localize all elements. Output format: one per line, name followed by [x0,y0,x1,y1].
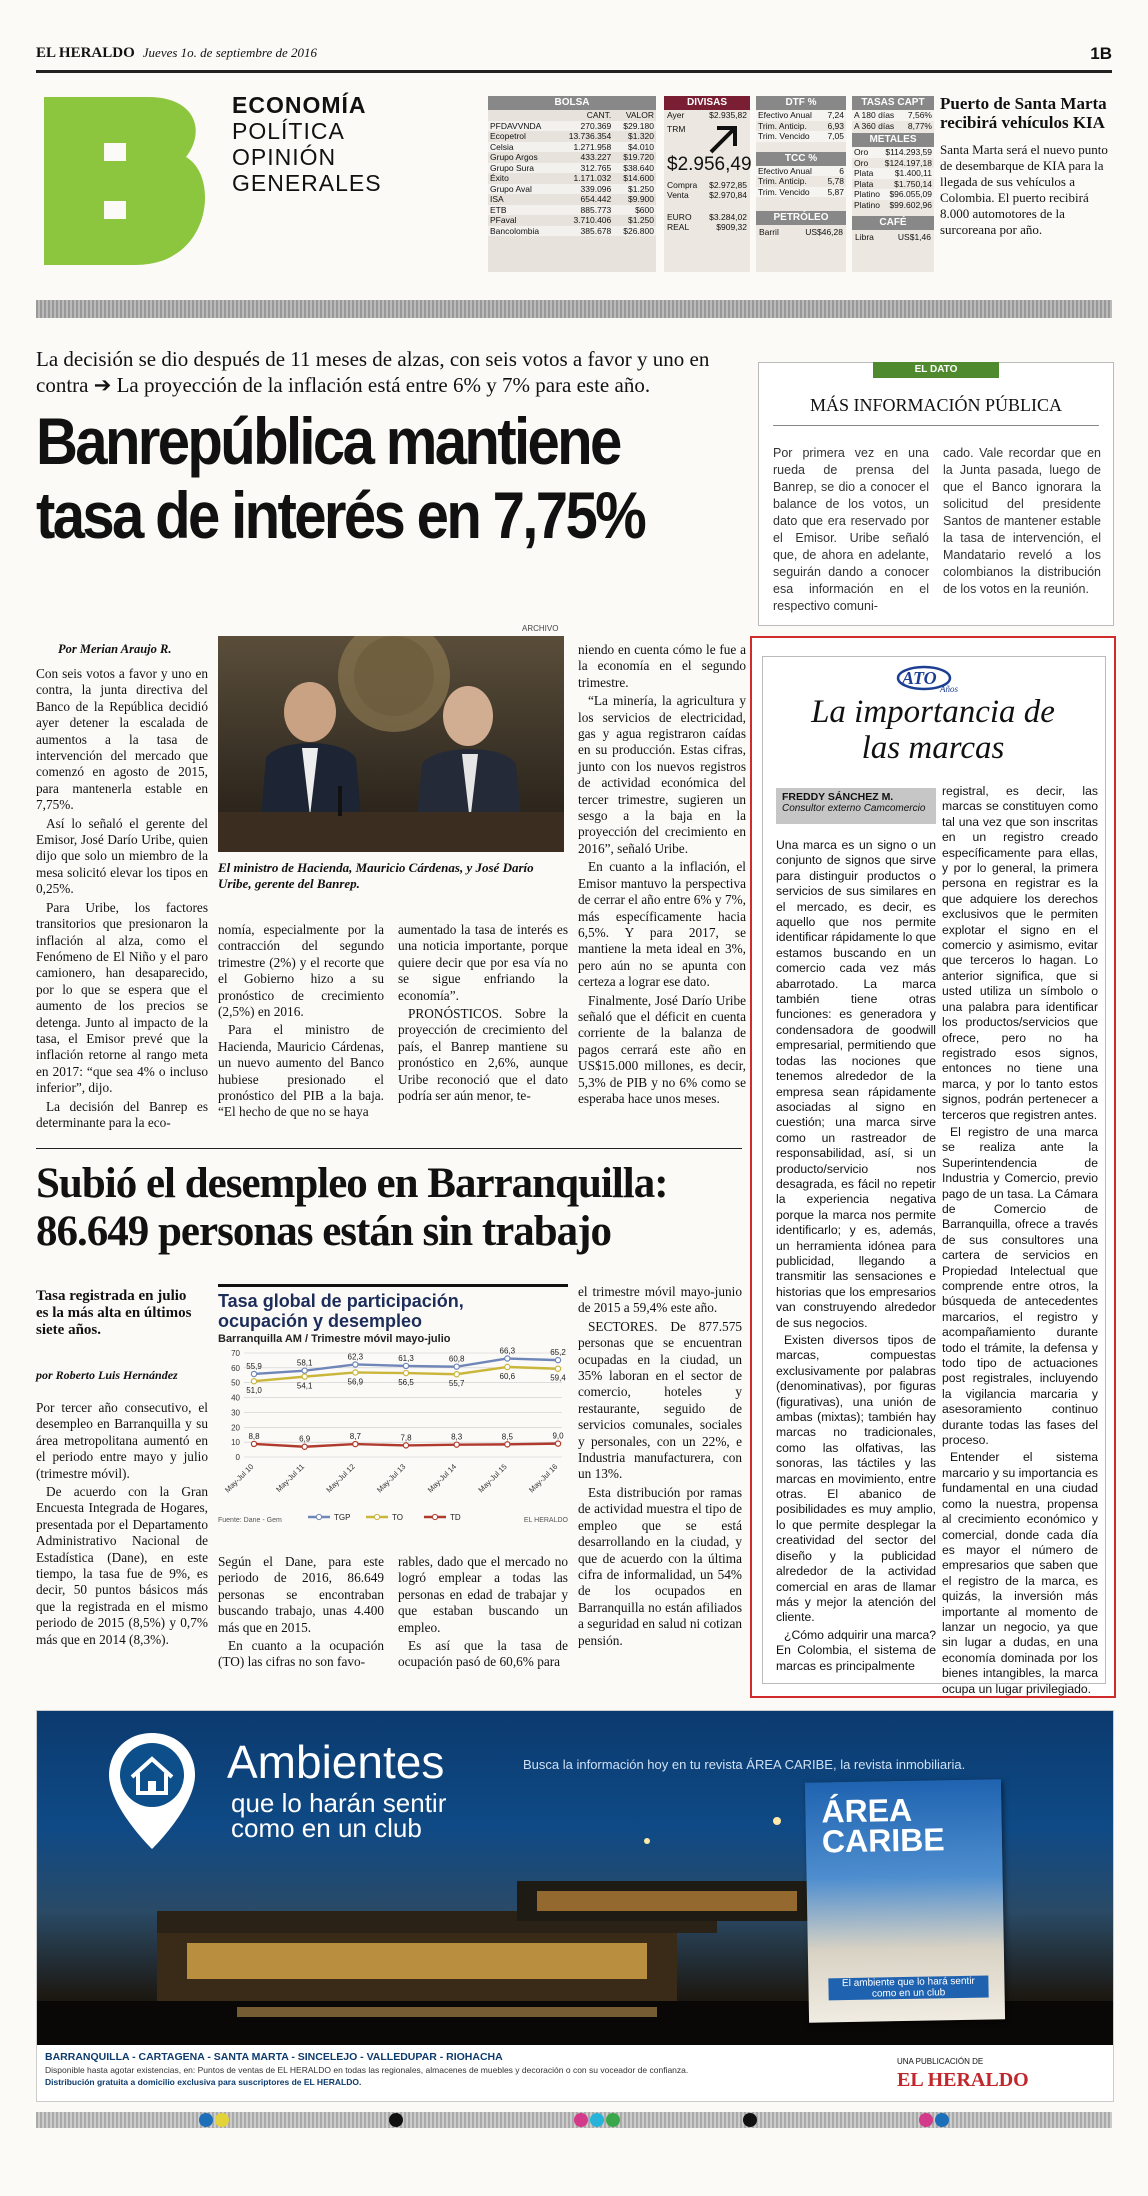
paragraph: De acuerdo con la Gran Encuesta Integrada de Hogares, presentada por el Departamento Administrativo Nacional de Estadística (Dane), en este tiempo, la tasa fue de 9%, es decir, 50 puntos básicos más que la registrada en el mismo periodo de 2015 (8,5%) y 0,7% más que en 2014 (8,3%). [36,1484,208,1647]
paper-name: EL HERALDO [36,45,135,61]
data-label: 8,7 [349,1432,361,1442]
paragraph: niendo en cuenta cómo le fue a la economía en el segundo trimestre. [578,642,746,690]
data-label: 55,9 [246,1361,262,1371]
lead-col-2 [218,922,384,1123]
metales-cell: $114.293,59 [885,147,932,157]
metales-cell: $99.602,96 [889,199,932,210]
desempleo-top-rule [36,1148,742,1149]
bolsa-cell: $9.900 [628,194,654,204]
lead-byline: Por Merian Araujo R. [58,642,172,656]
data-label: 8,5 [501,1432,513,1442]
y-tick-label: 70 [231,1349,240,1358]
metales-cell: Platino [854,189,880,199]
bolsa-cell: $29.180 [623,120,654,131]
ad-cities: BARRANQUILLA - CARTAGENA - SANTA MARTA - SINCELEJO - VALLEDUPAR - RIOHACHA [45,2051,503,2063]
x-tick-label: May-Jul 10 [223,1462,256,1495]
page-number: 1B [1090,44,1112,63]
data-label: 56,9 [347,1377,364,1387]
data-point [403,1443,408,1448]
kia-brief [940,94,1112,238]
data-point [353,1370,358,1375]
arrow-up-right-icon [707,124,741,154]
marcas-box [750,636,1116,1698]
data-label: 62,3 [347,1352,364,1362]
tasas-cell: A 180 días [854,110,895,120]
data-point [251,1371,256,1376]
paragraph: Para el ministro de Hacienda, Mauricio Cárdenas, un nuevo aumento del Banco hubiese presionado el pronóstico del PIB a la baja. “El hecho de que no se haya [218,1022,384,1120]
cafe-title: CAFÉ [852,216,934,230]
divisas-ayer-label: Ayer [667,110,685,120]
bolsa-row [488,173,656,184]
desempleo-col-2 [218,1554,384,1673]
data-label: 7,8 [400,1433,412,1443]
data-label: 54,1 [296,1381,313,1391]
bolsa-cell: PFaval [490,215,517,225]
lead-headline[interactable]: Banrepública mantiene tasa de interés en 7,75% [36,404,645,552]
kia-headline[interactable]: Puerto de Santa Marta recibirá vehículos KIA [940,94,1107,132]
dtf-rows [756,110,846,142]
paragraph: rables, dado que el mercado no logró emplear a todas las personas en edad de trabajar y que estaban buscando un empleo. [398,1554,568,1635]
tasas-cell: A 360 días [854,120,895,131]
paragraph: Según el Dane, para este periodo de 2016, 86.649 personas se encontraban buscando trabajo, unas 4.400 más que en 2015. [218,1554,384,1635]
bolsa-cell: 270.369 [580,120,612,131]
paragraph: La decisión del Banrep es determinante para la eco- [36,1098,208,1130]
legend-marker [316,1514,321,1519]
paragraph: PRONÓSTICOS. Sobre la proyección de crecimiento del país, el Banrep mantiene su pronóstico en 2,6%, aunque Uribe reconoció que el dato podría ser aún menor, te- [398,1006,568,1104]
y-tick-label: 40 [231,1393,240,1403]
marcas-col-2 [942,784,1098,1699]
data-label: 8,8 [248,1431,260,1441]
paragraph: el trimestre móvil mayo-junio de 2015 a 59,4% este año. [578,1284,742,1316]
unemployment-chart [218,1284,568,1531]
ad-publisher-label: UNA PUBLICACIÓN DE [897,2057,984,2066]
desempleo-col-1 [36,1400,208,1650]
bolsa-cell: 13.736.354 [568,131,612,141]
data-label: 55,7 [448,1379,465,1389]
data-point [302,1444,307,1449]
desempleo-headline[interactable]: Subió el desempleo en Barranquilla: 86.649 personas están sin trabajo [36,1160,668,1255]
metales-rows [852,147,934,210]
paragraph: SECTORES. De 877.575 personas que se encuentran ocupadas en la ciudad, un 35% laboran en el sector de comercio, hoteles y restaurante, seguido de servicios comunales, sociales y personales, con un 22%, e Industria manufacturera, con un 13%. [578,1318,742,1482]
divisas-venta-value: $2.970,84 [709,190,747,200]
bolsa-rows [488,110,656,236]
metales-row [852,179,934,190]
data-point [555,1366,560,1371]
paragraph: Con seis votos a favor y uno en contra, la junta directiva del Banco de la República decidió ayer detener la escalada de aumentos a la tasa de intervención del mercado que comenzó en agosto de 2015, para mantenerla estable en 7,75%. [36,666,208,813]
bolsa-cell: 654.442 [580,194,612,204]
paragraph: En cuanto a la ocupación (TO) las cifras no son favo- [218,1638,384,1670]
paragraph: El registro de una marca se realiza ante la Superintendencia de Industria y Comercio, previo pago de un tasa. La Cámara de Comercio de Barranquilla, ofrece a través de sus consultores una cartera de servicios en Propiedad Intelectual que comprende entre otros, la búsqueda de antecedentes marcarios, el registro y acompañamiento durante todo el trámite, la defensa y todo tipo de actuaciones post registrales, incluyendo la vigilancia marcaria y asesoramiento continuo durante todas las fases del proceso. [942,1124,1098,1448]
tcc-row [756,166,846,177]
ad-publisher-name: EL HERALDO [897,2069,1029,2091]
paragraph: ¿Cómo adquirir una marca? En Colombia, el sistema de marcas es principalmente [776,1627,936,1673]
chart-plot [218,1347,568,1531]
bolsa-cell: Bancolombia [490,225,540,236]
tasas-cell: 8,77% [907,120,932,131]
section-letter-block [36,95,216,270]
divisas-trm-label: TRM [667,124,686,134]
dtf-row [756,131,846,142]
ad-magazine-tag: El ambiente que lo hará sentir como en un club [828,1976,988,2001]
divisas-euro-value: $3.284,02 [709,212,747,222]
data-label: 60,8 [448,1354,465,1364]
data-label: 59,4 [550,1373,566,1383]
data-point [555,1358,560,1363]
dtf-cell: Trim. Anticip. [758,120,807,131]
ambientes-ad[interactable] [36,1710,1114,2102]
data-point [555,1441,560,1446]
el-dato-col1: Por primera vez en una rueda de prensa del Banrep, se dio a conocer el balance de los votos, un dato que era reservado por el Emisor. Uribe señaló que, de ahora en adelante, seguirán dando a conocer esa información en el respectivo comuni- [773,446,929,613]
metales-row [852,168,934,179]
anniversary-logo-icon [888,662,978,694]
bolsa-cell: 433.227 [580,152,612,162]
paragraph: Entender el sistema marcario y su importancia es fundamental en una ciudad como la nuestra, propensa al crecimiento económico y comercial, donde cada día es mayor el número de empresarios que saben que el registro de la marca, es quizás, la inversión más importante al momento de lanzar un negocio, ya que sin lugar a dudas, en una economía dominada por los bienes intangibles, la marca ocupa un lugar privilegiado. [942,1450,1098,1696]
home-pin-icon [107,1731,197,1851]
lead-photo [218,636,564,852]
desempleo-col-3 [398,1554,568,1673]
legend-marker [432,1514,437,1519]
lead-col-1 [36,666,208,1133]
data-label: 65,2 [550,1348,566,1358]
ad-title: Ambientes [227,1736,445,1788]
metales-cell: Oro [854,157,869,168]
bolsa-cell: 339.096 [580,183,612,194]
data-label: 61,3 [398,1353,414,1363]
tcc-cell: 5,78 [827,176,844,186]
bolsa-row [488,226,656,237]
bolsa-row [488,142,656,153]
chart-credit: EL HERALDO [523,1517,568,1524]
bolsa-cell: Celsia [490,141,514,152]
x-tick-label: May-Jul 13 [375,1462,408,1495]
paragraph: Existen diversos tipos de marcas, compuestas exclusivamente por palabras (denominativas), por figuras (figurativas), una unión de ambas (mixtas); también hay marcas no tradicionales, como las olfativas, las sonoras, las táctiles y las marcas en movimiento, entre otras. El abanico de posibilidades es muy amplio, lo que permite desplegar la creatividad del sector del diseño y la publicidad alrededor de la actividad comercial en aras de llamar más y mejor la atención del cliente. [776,1333,936,1625]
data-point [251,1441,256,1446]
chart-source: Fuente: Dane - Gem [218,1517,282,1524]
tcc-row [756,187,846,198]
bolsa-table [488,96,656,272]
bolsa-row [488,184,656,195]
tcc-cell: Trim. Vencido [758,186,810,197]
legend-label: TO [392,1513,403,1522]
divisas-euro-label: EURO [667,212,692,222]
section-menu [232,92,382,196]
data-label: 51,0 [246,1386,262,1396]
paragraph: Para Uribe, los factores transitorios que presionaron la inflación al alza, como el Fenómeno de El Niño y el paro camionero, han desaparecido, por lo que se espera que el aumento de los precios se detenga. Junto al impacto de la tasa, el Emisor prevé que la inflación retorne al rango meta en 2017: “que sea 4% o incluso inferior”, dijo. [36,899,208,1096]
ad-note-2: Distribución gratuita a domicilio exclusiva para suscriptores de EL HERALDO. [45,2077,362,2087]
tcc-title: TCC % [756,152,846,166]
divisas-real-value: $909,32 [716,222,747,232]
section-generales[interactable]: GENERALES [232,170,382,196]
chart-subtitle: Barranquilla AM / Trimestre móvil mayo-julio [218,1333,451,1345]
ad-subtitle: que lo harán sentir como en un club [231,1788,447,1843]
tasas-row [852,110,934,121]
paragraph: Una marca es un signo o un conjunto de signos que sirve para distinguir productos o servicios de sus similares en el mercado, es decir, es aquello que nos permite identificar rápidamente lo que estamos buscando en un comercio cada vez más abarrotado. La marca también tiene otras funciones: es generadora y condensadora de goodwill empresarial, permitiendo que todas las nociones que tenemos alrededor de la empresa sean rápidamente asociadas al signo en cuestión; una marca sirve como un rastreador de responsabilidad, así, si un producto/servicio nos desagrada, es fácil no repetir la experiencia negativa porque la marca nos permite identificarlo; y es, además, un herramienta idónea para publicidad, llegando a transmitir las sensaciones e historias que los empresarios van construyendo alrededor de sus negocios. [776,838,936,1330]
petroleo-label: Barril [759,227,779,237]
y-tick-label: 20 [231,1423,240,1433]
section-economia[interactable]: ECONOMÍA [232,92,367,118]
dtf-cell: 7,05 [827,131,844,141]
metales-cell: Platino [854,199,880,210]
desempleo-kicker: Tasa registrada en julio es la más alta en últimos siete años. [36,1288,192,1338]
bolsa-cell: Grupo Argos [490,152,538,162]
marcas-title[interactable]: La importancia de las marcas [811,694,1055,766]
ad-note-1: Disponible hasta agotar existencias, en: Puntos de ventas de EL HERALDO en todas las regionales, almacenes de muebles y decoración o con su voceador de confianza. [45,2065,689,2075]
bolsa-cell: $14.600 [623,173,654,183]
data-label: 66,3 [499,1347,516,1356]
tcc-cell: 5,87 [827,186,844,197]
bolsa-row [488,163,656,174]
paragraph: En cuanto a la inflación, el Emisor mantuvo la perspectiva de cerrar el año entre 6% y 7%, más específicamente hacia 6,5%. Y para 2017, se mantiene la meta ideal en 3%, pero aún no se apunta con certeza a lograr ese dato. [578,859,746,990]
x-tick-label: May-Jul 11 [274,1462,307,1494]
photo-caption: El ministro de Hacienda, Mauricio Cárdenas, y José Darío Uribe, gerente del Banrep. [218,860,534,891]
metales-row [852,200,934,211]
data-point [454,1364,459,1369]
dtf-row [756,121,846,132]
section-opinion[interactable]: OPINIÓN [232,144,337,170]
data-label: 56,5 [398,1378,414,1388]
bolsa-row [488,121,656,132]
bolsa-row [488,205,656,216]
el-dato-title: MÁS INFORMACIÓN PÚBLICA [809,395,1063,415]
bolsa-cell: 385.678 [580,225,612,236]
tasas-rows [852,110,934,131]
bolsa-cell: $4.010 [628,141,654,152]
y-tick-label: 30 [231,1408,240,1418]
bolsa-cell: 1.171.032 [573,173,612,183]
tasas-cell: 7,56% [907,110,932,120]
photo-credit: ARCHIVO [522,624,559,633]
section-politica[interactable]: POLÍTICA [232,118,345,144]
bolsa-cell: $19.720 [623,152,654,162]
data-label: 60,6 [499,1371,516,1381]
data-point [251,1379,256,1384]
metales-cell: Plata [854,168,874,178]
divisas-ayer-value: $2.935,82 [709,110,747,120]
data-point [454,1442,459,1447]
tcc-cell: Trim. Anticip. [758,176,807,186]
paragraph: aumentado la tasa de interés es una noticia importante, porque quiere decir que por esa vía no se sigue enfriando la economía”. [398,922,568,1003]
bolsa-cell: Grupo Aval [490,183,532,194]
divisas-compra-label: Compra [667,180,698,190]
dtf-title: DTF % [756,96,846,110]
bolsa-title: BOLSA [488,96,656,110]
bolsa-cell: 1.271.958 [573,141,612,152]
svg-text:Años: Años [940,684,958,694]
lead-kicker: La decisión se dio después de 11 meses de alzas, con seis votos a favor y uno en contra ➔ La proyección de la inflación está entre 6% y 7% para este año. [36,347,710,397]
bolsa-cell: 885.773 [580,204,612,215]
bolsa-cell: 312.765 [580,162,612,173]
divider-band [36,300,1112,318]
photo-illustration [218,636,564,852]
bolsa-cell: Éxito [490,173,509,183]
marcas-author-role: Consultor externo Camcomercio [782,803,926,814]
kia-body: Santa Marta será el nuevo punto de desembarque de KIA para la llegada de sus vehículos a Colombia. El puerto recibirá 8.000 automotores de la surcoreana por año. [940,142,1108,237]
paragraph: Finalmente, José Darío Uribe señaló que el déficit en cuenta corriente de la balanza de pagos cerrará este año en US$15.000 millones, es decir, 5,3% de PIB y no 6% como se esperaba hace unos meses. [578,992,746,1106]
data-point [505,1442,510,1447]
cafe-label: Libra [855,232,874,242]
metales-row [852,189,934,200]
el-dato-tag: EL DATO [873,362,999,378]
legend-label: TGP [334,1513,351,1522]
bolsa-cell: Grupo Sura [490,162,534,173]
y-tick-label: 60 [231,1363,240,1373]
bolsa-row [488,152,656,163]
bolsa-cell: 3.710.406 [573,215,612,225]
issue-date: Jueves 1o. de septiembre de 2016 [142,45,318,60]
bolsa-cell: Ecopetrol [490,131,526,141]
bolsa-col-valor: VALOR [625,110,654,120]
bolsa-cell: $26.800 [623,225,654,236]
masthead-rule [36,70,1112,73]
divisas-compra-value: $2.972,85 [709,180,747,190]
x-tick-label: May-Jul 15 [476,1462,509,1495]
dtf-box [756,96,846,272]
bolsa-col-cant: CANT. [586,110,612,120]
registration-dots-icon [36,2110,1112,2130]
bolsa-cell: $600 [635,204,654,215]
masthead [36,44,1112,68]
tcc-cell: Efectivo Anual [758,165,812,176]
dtf-cell: Trim. Vencido [758,131,810,141]
x-tick-label: May-Jul 12 [324,1462,357,1495]
ad-magazine-name: ÁREA CARIBE [821,1791,945,1860]
tasas-row [852,121,934,132]
paragraph: Esta distribución por ramas de actividad muestra el tipo de empleo que se está desarrollando en la ciudad, y que de acuerdo con la última cifra de informalidad, un 54% de los ocupados en Barranquilla no están afiliados a seguridad en salud ni cotizan pensión. [578,1484,742,1648]
divisas-real-label: REAL [667,222,690,232]
x-tick-label: May-Jul 14 [425,1462,459,1495]
paragraph: Es así que la tasa de ocupación pasó de 60,6% para [398,1638,568,1670]
bolsa-cell: PFDAVVNDA [490,120,542,131]
y-tick-label: 50 [231,1378,240,1388]
data-point [454,1372,459,1377]
tcc-rows [756,166,846,198]
data-point [353,1362,358,1367]
bolsa-row [488,215,656,226]
data-point [505,1364,510,1369]
ad-tagline: Busca la información hoy en tu revista ÁREA CARIBE, la revista inmobiliaria. [523,1757,966,1772]
tcc-cell: 6 [839,165,844,176]
tasas-box [852,96,934,272]
y-tick-label: 0 [235,1453,240,1462]
section-b-logo [36,95,216,270]
el-dato-col2: cado. Vale recordar que en la Junta pasada, luego de que el Banco ignorara la solicitud del presidente Santos de mantener estable la tasa de intervención, el Mandatario reveló a los colombianos la distribución de los votos en la reunión. [943,446,1101,596]
data-point [403,1370,408,1375]
data-label: 6,9 [299,1434,311,1444]
bolsa-row [488,194,656,205]
bolsa-row [488,131,656,142]
desempleo-col-4 [578,1284,742,1651]
metales-cell: $124.197,18 [884,157,932,168]
tasas-title: TASAS CAPT [852,96,934,110]
data-label: 9,0 [552,1431,564,1441]
metales-row [852,147,934,158]
metales-cell: Plata [854,178,874,189]
data-point [403,1363,408,1368]
bolsa-cell: $38.640 [623,162,654,173]
x-tick-label: May-Jul 16 [527,1462,560,1495]
petroleo-title: PETRÓLEO [756,211,846,225]
paragraph: registral, es decir, las marcas se constituyen como tal una vez que son inscritas en un registro creado específicamente para ellas, y por lo general, la primera persona en registrar es la que adquiere los derechos exclusivos que le permiten explotar el signo en el comercio y asimismo, evitar que terceros lo hagan. Lo anterior significa, que si usted utiliza un símbolo o una palabra para identificar los productos/servicios que ofrece, pero no ha registrado esos signos, entonces no tiene una marca, y por lo tanto estos signos, podrán pertenecer a terceros que registren antes. [942,784,1098,1122]
el-dato-box [758,362,1114,626]
bolsa-cell: ISA [490,194,504,204]
cafe-value: US$1,46 [897,232,931,242]
legend-marker [374,1514,379,1519]
data-point [353,1441,358,1446]
marcas-author: FREDDY SÁNCHEZ M. [782,791,894,803]
bolsa-cell: $1.250 [628,215,654,225]
divisas-venta-label: Venta [667,190,689,200]
data-point [302,1368,307,1373]
chart-title: Tasa global de participación, ocupación y desempleo [218,1291,464,1331]
metales-title: METALES [852,133,934,147]
metales-cell: $1.750,14 [894,178,932,189]
paragraph: Por tercer año consecutivo, el desempleo en Barranquilla y su área metropolitana aumentó en el periodo entre mayo y julio (trimestre móvil). [36,1400,208,1481]
y-tick-label: 10 [231,1438,240,1448]
marcas-author-box [776,788,936,824]
metales-row [852,158,934,169]
desempleo-byline: por Roberto Luis Hernández [36,1368,178,1382]
data-label: 58,1 [296,1358,313,1368]
marcas-col-1 [776,838,936,1676]
lead-col-4 [578,642,746,1109]
legend-label: TD [450,1513,461,1522]
metales-cell: $1.400,11 [894,168,932,178]
dtf-row [756,110,846,121]
lead-col-3 [398,922,568,1106]
dtf-cell: 6,93 [827,120,844,131]
tcc-row [756,176,846,187]
bolsa-cell: ETB [490,204,507,215]
data-label: 8,3 [451,1432,463,1442]
petroleo-value: US$46,28 [805,227,843,237]
dtf-cell: 7,24 [827,110,844,120]
dtf-cell: Efectivo Anual [758,110,812,120]
divisas-box [664,96,750,272]
bolsa-cell: $1.320 [628,131,654,141]
metales-cell: Oro [854,147,869,157]
divisas-title: DIVISAS [664,96,750,110]
data-point [302,1374,307,1379]
ad-magazine-cover[interactable] [805,1779,1005,2022]
paragraph: Así lo señaló el gerente del Emisor, José Darío Uribe, quien dijo que solo un miembro de la mesa solicitó elevar los tipos en 0,25%. [36,815,208,897]
bolsa-cell: $1.250 [628,183,654,194]
paragraph: “La minería, la agricultura y los servicios de electricidad, gas y agua registraron caídas en su producción. Estas cifras, junto con los nuevos registros de actividad económica del tercer trimestre, sugieren un sesgo a la baja en la proyección del crecimiento en 2016”, señaló Uribe. [578,693,746,856]
svg-text:ATO: ATO [902,668,937,688]
data-point [505,1356,510,1361]
divisas-trm-value: $2.956,49 [667,154,752,175]
paragraph: nomía, especialmente por la contracción del segundo trimestre (2%) y el recorte que el Gobierno hizo a su pronóstico de crecimiento (2,5%) en 2016. [218,922,384,1020]
metales-cell: $96.055,09 [889,189,932,199]
